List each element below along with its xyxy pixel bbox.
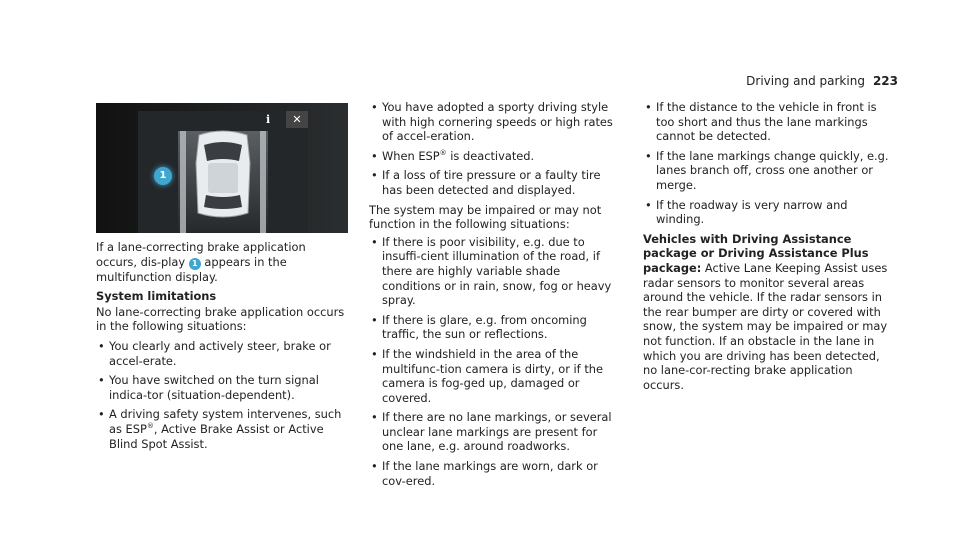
list-item: • A driving safety system intervenes, such as ESP®, Active Brake Assist or Active Blind Spot Assist. bbox=[96, 407, 346, 451]
lead-paragraph: No lane-correcting brake application occurs in the following situations: bbox=[96, 304, 345, 334]
bullet-list bbox=[96, 339, 346, 451]
column-right bbox=[643, 100, 893, 397]
display-marker-icon: 1 bbox=[189, 258, 201, 270]
intro-paragraph: If a lane-correcting brake application occurs, dis-play 1 appears in the multifunction display. bbox=[96, 240, 306, 284]
list-item: • If a loss of tire pressure or a faulty tire has been detected and displayed. bbox=[369, 168, 621, 197]
list-item: • You have adopted a sporty driving style with high cornering speeds or high rates of accel-eration. bbox=[369, 100, 621, 144]
package-paragraph bbox=[643, 232, 893, 393]
list-item: • If there is poor visibility, e.g. due to insuffi-cient illumination of the road, if there are highly variable shade conditions or in rain, snow, fog or heavy spray. bbox=[369, 235, 621, 308]
close-icon: ✕ bbox=[286, 111, 308, 128]
page-number: 223 bbox=[872, 74, 898, 88]
bullet-list bbox=[643, 100, 893, 227]
package-body: Active Lane Keeping Assist uses radar sensors to monitor several areas around the vehicle. If the radar sensors in the rear bumper are dirty or covered with snow, the system may be impaired or may not function. If an obstacle in the lane in which you are driving has been detected, no lane-cor-recting brake application occurs. bbox=[643, 260, 888, 392]
page-header bbox=[746, 74, 898, 89]
list-item: • If there are no lane markings, or several unclear lane markings are present for one lane, e.g. around roadworks. bbox=[369, 410, 621, 454]
bullet-list bbox=[369, 235, 621, 489]
list-item: • You have switched on the turn signal indica-tor (situation-dependent). bbox=[96, 373, 346, 402]
list-item: • If the roadway is very narrow and winding. bbox=[643, 198, 893, 227]
column-middle bbox=[369, 100, 621, 493]
bullet-list bbox=[369, 100, 621, 198]
list-item: • If there is glare, e.g. from oncoming traffic, the sun or reflections. bbox=[369, 313, 621, 342]
list-item: • You clearly and actively steer, brake or accel-erate. bbox=[96, 339, 346, 368]
list-item: • If the lane markings are worn, dark or cov-ered. bbox=[369, 459, 621, 488]
section-title: Driving and parking bbox=[746, 74, 865, 88]
list-item: • When ESP® is deactivated. bbox=[369, 149, 621, 164]
section-heading: System limitations bbox=[96, 289, 217, 304]
column-left bbox=[96, 100, 346, 456]
package-heading: Vehicles with Driving Assistance package or Driving Assistance Plus package: bbox=[643, 231, 869, 275]
list-item: • If the distance to the vehicle in front is too short and thus the lane markings cannot be detected. bbox=[643, 100, 893, 144]
lead-paragraph: The system may be impaired or may not function in the following situations: bbox=[369, 202, 602, 232]
info-icon: i bbox=[266, 113, 271, 126]
list-item: • If the lane markings change quickly, e.g. lanes branch off, cross one another or merge. bbox=[643, 149, 893, 193]
list-item: • If the windshield in the area of the multifunc-tion camera is dirty, or if the camera is fog-ged up, damaged or covered. bbox=[369, 347, 621, 405]
callout-marker: 1 bbox=[154, 167, 172, 185]
